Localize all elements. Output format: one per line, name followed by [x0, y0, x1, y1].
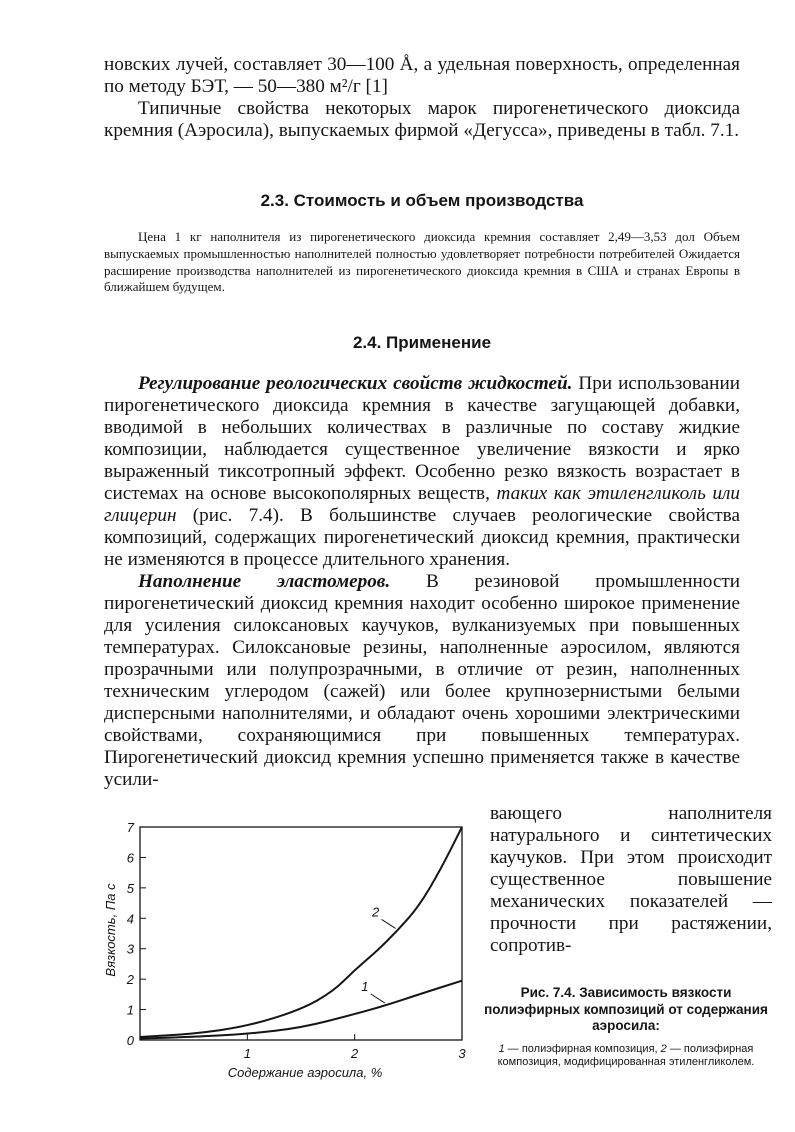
x-tick-label: 2: [351, 1046, 359, 1061]
x-tick-label: 1: [243, 1046, 251, 1061]
side-column-text: [490, 803, 772, 957]
paragraph-top: [104, 54, 740, 142]
y-tick-label: 0: [126, 1033, 134, 1048]
y-tick-label: 3: [126, 941, 134, 957]
series-label-2: 2: [371, 904, 380, 920]
rheology-text-a: При использовании пирогенетического диоксида кремния в качестве загущающей добавки, вводимой в небольших количествах в различные по составу жидкие композиции, наблюдается существенное увеличение вязкости и ярко выраженный тиксотропный эффект. Особенно резко вязкость возрастает в системах на основе высокополярных веществ,: [104, 373, 740, 504]
chart-ticks: [126, 820, 467, 1061]
x-tick-label: 3: [458, 1046, 466, 1061]
chart-series: [140, 827, 462, 1038]
series-line-2: [140, 827, 462, 1037]
section-cost-text-block: [104, 229, 740, 296]
y-tick-label: 6: [126, 850, 134, 866]
section-application-block: [104, 373, 740, 791]
y-tick-label: 2: [126, 972, 134, 988]
elastomers-text: В резиновой промышленности пирогенетический диоксид кремния находит особенно широкое применение для усиления силоксановых каучуков, вулканизуемых при повышенных температурах. Силоксановые резины, наполненные аэросилом, являются прозрачными или полупрозрачными, в отличие от резин, наполненных техническим углеродом (сажей) или более крупнозернистыми белыми дисперсными наполнителями, и обладают очень хорошими электрическими свойствами, сохраняющимися при повышенных температурах. Пирогенетический диоксид кремния успешно применяется также в качестве усили-: [104, 571, 740, 790]
paragraph-continuation: новских лучей, составляет 30—100 Å, а удельная поверхность, определенная по методу БЭТ, — 50—380 м²/г [1]: [104, 54, 740, 97]
figure-caption-title: Рис. 7.4. Зависимость вязкости полиэфирных композиций от содержания аэросила:: [484, 985, 768, 1033]
paragraph-aerosil-properties: Типичные свойства некоторых марок пирогенетического диоксида кремния (Аэросила), выпускаемых фирмой «Дегусса», приведены в табл. 7.1.: [104, 98, 740, 141]
y-axis-label: Вязкость, Па с: [103, 883, 118, 977]
y-tick-label: 7: [126, 820, 134, 835]
section-cost-text: Цена 1 кг наполнителя из пирогенетического диоксида кремния составляет 2,49—3,53 дол Объем выпускаемых промышленностью наполнителей полностью удовлетворяет потребности потребителей Ожидается расширение производства наполнителей из пирогенетического диоксида кремния в США и странах Европы в ближайшем будущем.: [104, 229, 740, 295]
section-heading-cost: 2.3. Стоимость и объем производства: [260, 191, 584, 210]
series-label-1: 1: [361, 979, 369, 995]
paragraph-rheology: [104, 373, 740, 571]
section-heading-application: 2.4. Применение: [352, 333, 492, 352]
runin-elastomers: Наполнение эластомеров.: [138, 571, 391, 592]
y-tick-label: 1: [126, 1002, 134, 1018]
y-tick-label: 5: [126, 880, 134, 896]
paragraph-elastomers: [104, 571, 740, 791]
rheology-text-b: (рис. 7.4). В большинстве случаев реологические свойства композиций, содержащих пирогенетический диоксид кремния, практически не изменяются в процессе длительного хранения.: [104, 505, 740, 570]
series-line-1: [140, 981, 462, 1039]
series-leader-1: [371, 994, 385, 1003]
legend-text-2: — полиэфирная композиция, модифицированная этиленгликолем.: [497, 1042, 755, 1068]
rheology-text-italic: таких как этиленгликоль или глицерин: [104, 483, 740, 526]
paragraph-elastomers-continued: вающего наполнителя натурального и синтетических каучуков. При этом происходит существенное повышение механических показателей — прочности при растяжении, сопротив-: [490, 803, 772, 956]
chart-labels: [361, 904, 395, 1003]
runin-rheology: Регулирование реологических свойств жидкостей.: [138, 373, 573, 394]
legend-number-1: 1: [498, 1042, 505, 1055]
figure-caption: [480, 985, 772, 1069]
legend-number-2: 2: [660, 1042, 667, 1055]
legend-text-1: — полиэфирная композиция,: [504, 1042, 661, 1055]
x-axis-label: Содержание аэросила, %: [227, 1065, 383, 1080]
y-tick-label: 4: [126, 911, 134, 927]
viscosity-chart: [100, 815, 475, 1085]
figure-caption-legend: [480, 1043, 772, 1069]
series-leader-2: [382, 919, 396, 928]
